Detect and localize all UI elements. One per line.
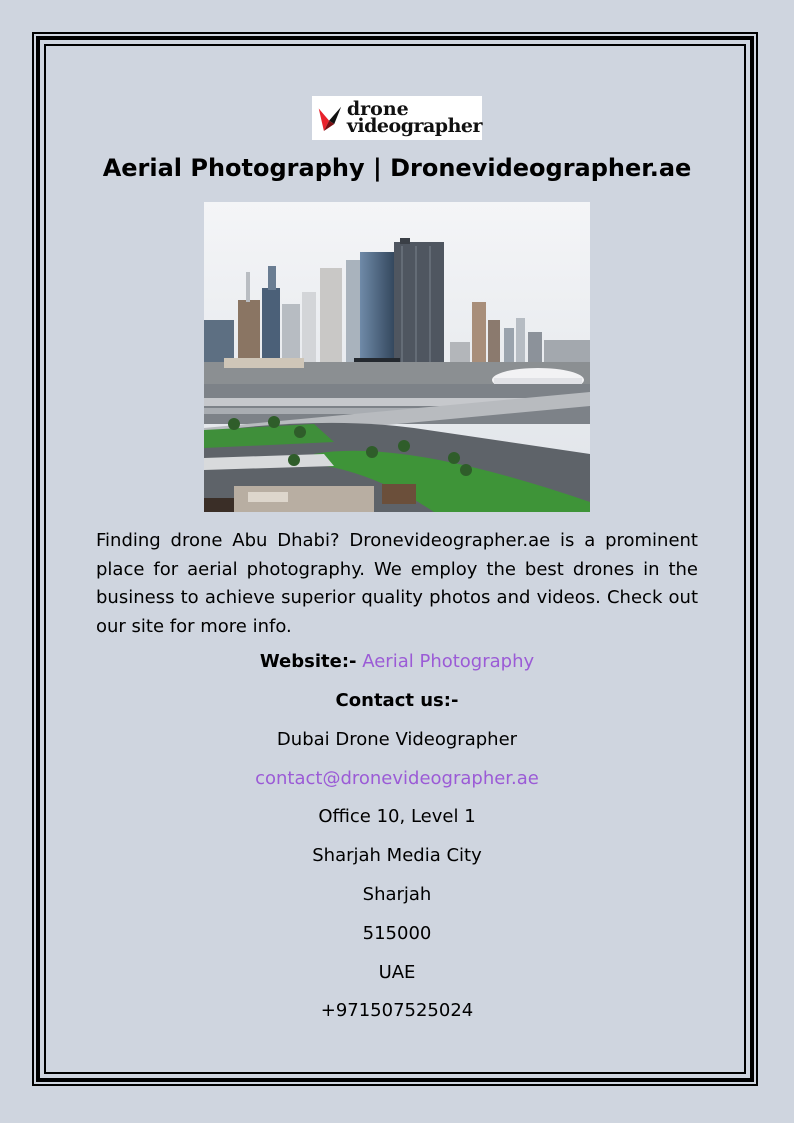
logo-line-2: videographer (346, 115, 482, 137)
bird-logo-icon (317, 101, 343, 135)
page-title: Aerial Photography | Dronevideographer.ae (102, 154, 692, 182)
email-link[interactable]: contact@dronevideographer.ae (255, 768, 539, 789)
phone-number: +971507525024 (320, 1000, 474, 1021)
city: Sharjah (362, 884, 432, 905)
contact-label: Contact us:- (335, 690, 459, 711)
description-paragraph: Finding drone Abu Dhabi? Dronevideographer.ae is a prominent place for aerial photography. We employ the best drones in the business to achieve superior quality photos and videos. Check out our site for more info. (96, 530, 698, 637)
logo-line-1: drone (346, 98, 409, 120)
address-line-2: Sharjah Media City (312, 845, 482, 866)
website-line (48, 651, 746, 672)
company-name: Dubai Drone Videographer (276, 729, 518, 750)
postal-code: 515000 (362, 923, 432, 944)
address-line-1: Office 10, Level 1 (318, 806, 476, 827)
website-label: Website:- (259, 651, 357, 672)
logo-wordmark (346, 98, 482, 137)
country: UAE (378, 962, 416, 983)
aerial-city-photo (204, 202, 590, 512)
brand-logo (312, 96, 482, 140)
website-link[interactable]: Aerial Photography (362, 651, 535, 672)
